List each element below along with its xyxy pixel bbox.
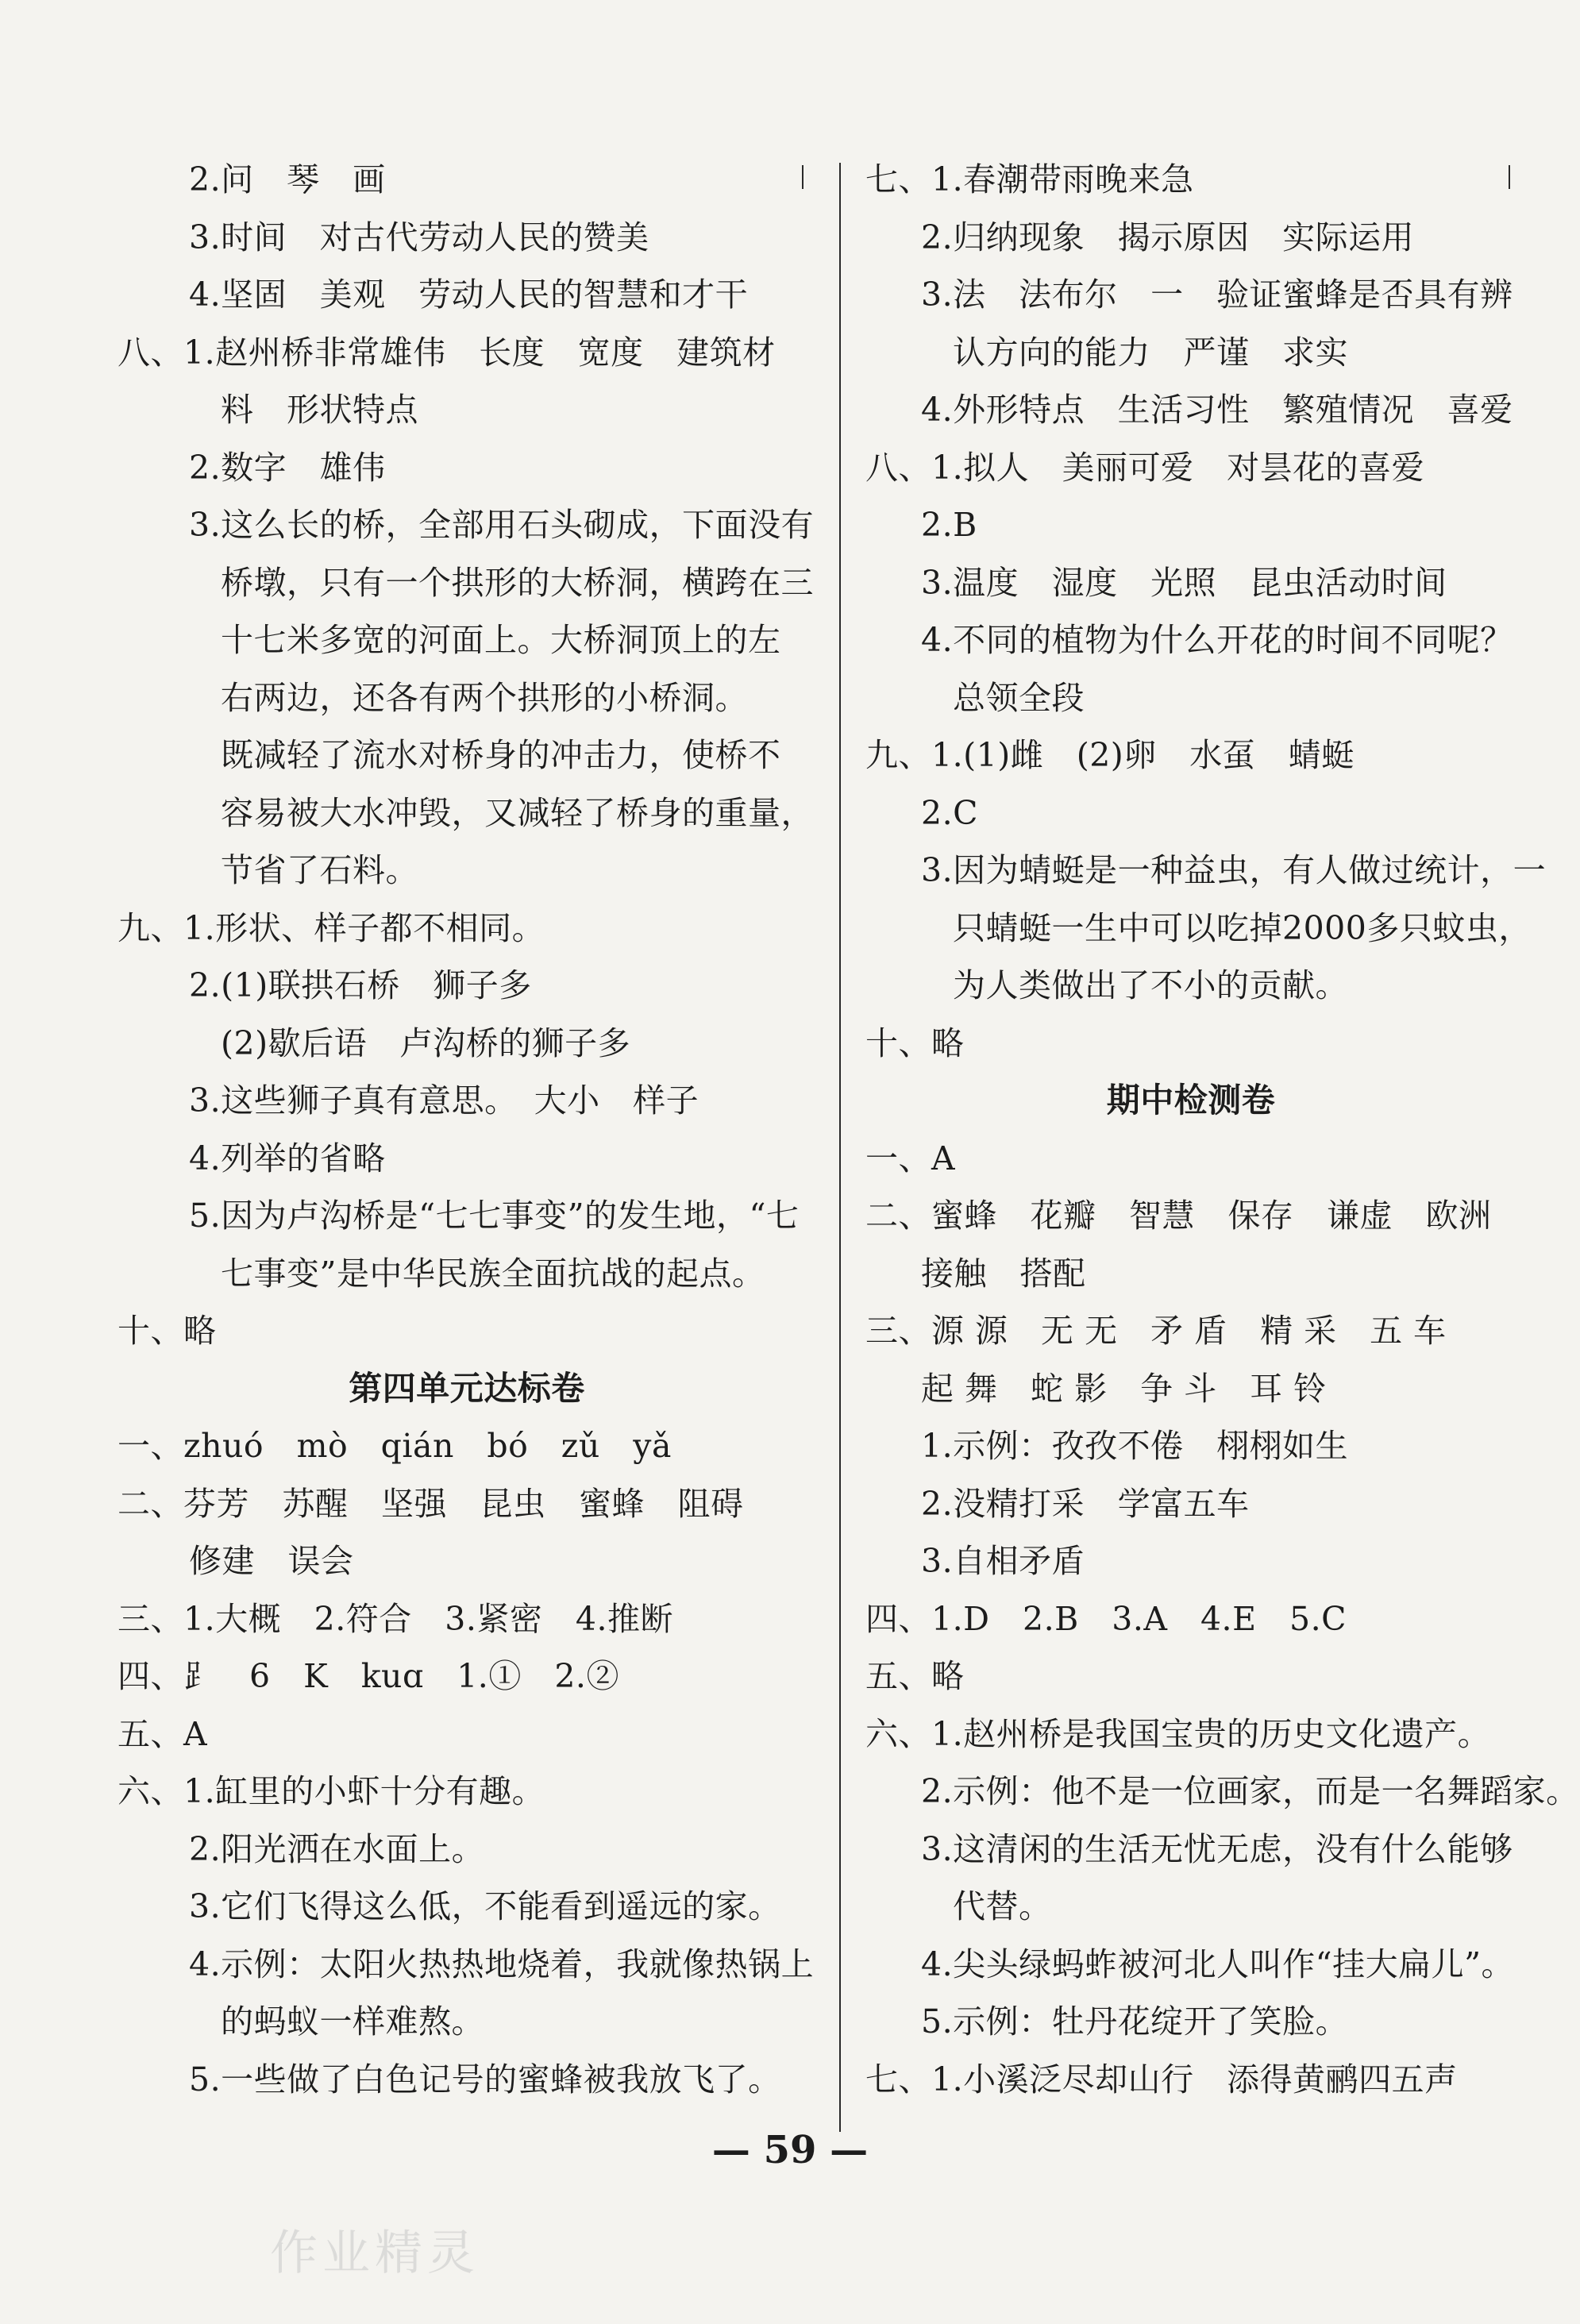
answer-line: 3.这些狮子真有意思。 大小 样子 <box>189 1081 699 1120</box>
answer-line: 六、1.赵州桥是我国宝贵的历史文化遗产。 <box>865 1714 1491 1753</box>
answer-line: 既减轻了流水对桥身的冲击力，使桥不 <box>221 736 781 774</box>
column-divider-tick <box>802 165 803 189</box>
answer-line: 七、1.春潮带雨晚来急 <box>865 160 1194 198</box>
answer-line: 二、芬芳 苏醒 坚强 昆虫 蜜蜂 阻碍 <box>118 1484 744 1523</box>
answer-line: 八、1.拟人 美丽可爱 对昙花的喜爱 <box>865 448 1425 487</box>
answer-line: 十、略 <box>865 1023 965 1062</box>
answer-line: 接触 搭配 <box>921 1254 1086 1293</box>
answer-line: 4.列举的省略 <box>189 1139 386 1177</box>
answer-line: 的蚂蚁一样难熬。 <box>221 2002 484 2041</box>
answer-line: 三、源 源 无 无 矛 盾 精 采 五 车 <box>865 1312 1447 1350</box>
answer-line: 2.示例：他不是一位画家，而是一名舞蹈家。 <box>921 1772 1579 1810</box>
answer-line: 九、1.(1)雌 (2)卵 水虿 蜻蜓 <box>865 736 1355 774</box>
answer-line: 3.它们飞得这么低，不能看到遥远的家。 <box>189 1887 781 1925</box>
answer-line: 十七米多宽的河面上。大桥洞顶上的左 <box>221 621 781 659</box>
answer-line: 一、zhuó mò qián bó zǔ yǎ <box>118 1427 672 1465</box>
answer-line: 只蜻蜓一生中可以吃掉2000多只蚊虫， <box>953 908 1532 947</box>
answer-line: 右两边，还各有两个拱形的小桥洞。 <box>221 678 748 717</box>
answer-line: 3.法 法布尔 一 验证蜜蜂是否具有辨 <box>921 276 1513 314</box>
left-answer-column <box>118 151 816 2108</box>
answer-line: 七事变”是中华民族全面抗战的起点。 <box>221 1254 765 1293</box>
column-divider <box>839 163 841 2132</box>
answer-line: 1.示例：孜孜不倦 栩栩如生 <box>921 1427 1349 1465</box>
answer-line: 2.B <box>921 506 977 544</box>
answer-line: 2.没精打采 学富五车 <box>921 1484 1250 1523</box>
answer-line: 2.归纳现象 揭示原因 实际运用 <box>921 218 1415 256</box>
answer-line: 五、略 <box>865 1657 965 1695</box>
section-heading: 期中检测卷 <box>1106 1081 1276 1120</box>
answer-line: 四、⻊ 6 K kuɑ 1.① 2.② <box>118 1657 619 1695</box>
answer-line: 起 舞 蛇 影 争 斗 耳 铃 <box>921 1369 1327 1408</box>
answer-line: (2)歇后语 卢沟桥的狮子多 <box>221 1023 631 1062</box>
answer-line: 代替。 <box>953 1887 1052 1925</box>
answer-line: 八、1.赵州桥非常雄伟 长度 宽度 建筑材 <box>118 333 776 372</box>
answer-line: 修建 误会 <box>189 1542 354 1580</box>
answer-line: 桥墩，只有一个拱形的大桥洞，横跨在三 <box>221 563 814 602</box>
answer-line: 节省了石料。 <box>221 851 418 889</box>
answer-line: 2.数字 雄伟 <box>189 448 386 487</box>
answer-line: 为人类做出了不小的贡献。 <box>953 966 1348 1004</box>
answer-line: 容易被大水冲毁，又减轻了桥身的重量， <box>221 793 814 832</box>
answer-line: 4.尖头绿蚂蚱被河北人叫作“挂大扁儿”。 <box>921 1944 1515 1983</box>
right-answer-column <box>865 151 1579 2108</box>
answer-line: 3.这清闲的生活无忧无虑，没有什么能够 <box>921 1829 1513 1868</box>
answer-line: 3.这么长的桥，全部用石头砌成，下面没有 <box>189 506 815 544</box>
watermark: 作业精灵 <box>270 2226 480 2281</box>
answer-line: 2.问 琴 画 <box>189 160 386 198</box>
answer-line: 3.时间 对古代劳动人民的赞美 <box>189 218 649 256</box>
answer-line: 3.因为蜻蜓是一种益虫，有人做过统计，一 <box>921 851 1547 889</box>
answer-line: 4.外形特点 生活习性 繁殖情况 喜爱 <box>921 391 1513 429</box>
answer-line: 九、1.形状、样子都不相同。 <box>118 908 545 947</box>
answer-line: 五、A <box>118 1714 208 1753</box>
answer-line: 总领全段 <box>953 678 1085 717</box>
answer-line: 3.温度 湿度 光照 昆虫活动时间 <box>921 563 1447 602</box>
answer-line: 5.一些做了白色记号的蜜蜂被我放飞了。 <box>189 2060 781 2099</box>
answer-line: 2.阳光洒在水面上。 <box>189 1829 485 1868</box>
answer-line: 2.(1)联拱石桥 狮子多 <box>189 966 532 1004</box>
answer-line: 二、蜜蜂 花瓣 智慧 保存 谦虚 欧洲 <box>865 1197 1492 1235</box>
answer-line: 3.自相矛盾 <box>921 1542 1085 1580</box>
answer-line: 4.坚固 美观 劳动人民的智慧和才干 <box>189 276 749 314</box>
column-divider-tick <box>1509 165 1510 189</box>
answer-line: 一、A <box>865 1139 956 1177</box>
answer-line: 4.不同的植物为什么开花的时间不同呢？ <box>921 621 1513 659</box>
answer-line: 十、略 <box>118 1312 217 1350</box>
answer-line: 2.C <box>921 793 978 832</box>
answer-line: 料 形状特点 <box>221 391 418 429</box>
answer-line: 四、1.D 2.B 3.A 4.E 5.C <box>865 1599 1347 1638</box>
section-heading: 第四单元达标卷 <box>349 1368 585 1408</box>
answer-line: 5.因为卢沟桥是“七七事变”的发生地，“七 <box>189 1197 800 1235</box>
page-number: — 59 — <box>711 2128 869 2172</box>
answer-line: 七、1.小溪泛尽却山行 添得黄鹂四五声 <box>865 2060 1458 2099</box>
answer-line: 六、1.缸里的小虾十分有趣。 <box>118 1772 545 1810</box>
answer-line: 5.示例：牡丹花绽开了笑脸。 <box>921 2002 1349 2041</box>
answer-line: 认方向的能力 严谨 求实 <box>953 333 1348 372</box>
answer-line: 4.示例：太阳火热热地烧着，我就像热锅上 <box>189 1944 815 1983</box>
answer-line: 三、1.大概 2.符合 3.紧密 4.推断 <box>118 1599 673 1638</box>
